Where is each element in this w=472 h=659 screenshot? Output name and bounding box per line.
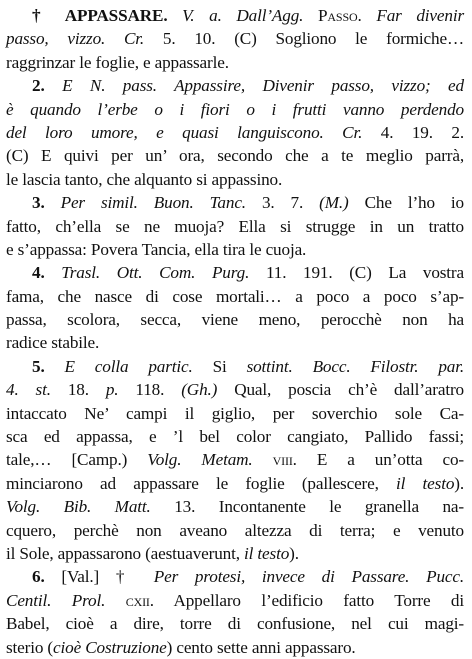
text-run: 3. 7. <box>245 193 320 213</box>
text-run: fatto, ch’ella se ne muoja? Ella si strugge in un tratto <box>6 216 464 236</box>
text-line <box>6 425 464 448</box>
text-run: Per simil. Buon. Tanc. <box>60 193 246 213</box>
text-run: sca ed appassa, e ’l bel color cangiato, Pallido fassi; <box>6 427 464 447</box>
text-line <box>6 355 464 378</box>
text-run: 5. 10. (C) Sogliono le formiche… <box>144 29 464 49</box>
text-line <box>6 285 464 308</box>
text-run: Per protesi, invece di Passare. Pucc. <box>153 567 465 587</box>
text-run: [Val.] † <box>61 567 154 587</box>
text-line <box>6 98 464 121</box>
text-line <box>6 51 464 74</box>
text-line <box>6 121 464 144</box>
text-run: passa, scolora, secca, viene meno, perocchè non ha <box>6 310 464 330</box>
text-line <box>6 4 464 27</box>
text-run: p. <box>105 380 119 400</box>
text-run: . Appellaro l’edificio fatto Torre di <box>149 590 464 610</box>
text-run: Far divenir <box>376 6 464 25</box>
text-line <box>6 472 464 495</box>
text-run: 4. <box>32 263 62 283</box>
text-run: e s’appassa: Povera Tancia, ella tira le cuoja. <box>6 239 307 259</box>
text-line <box>6 378 464 401</box>
text-run: † APPASSARE. <box>32 6 168 25</box>
text-run: Si <box>192 356 247 376</box>
text-run: (M.) <box>319 193 349 213</box>
text-run: Trasl. Ott. Com. Purg. <box>61 263 250 283</box>
text-line <box>6 331 464 354</box>
text-run: 18. <box>50 380 106 400</box>
text-run: V. a. Dall’Agg. <box>182 6 304 25</box>
text-line <box>6 168 464 191</box>
text-run: passo, vizzo. Cr. <box>6 29 145 49</box>
text-run: sottint. Bocc. Filostr. par. <box>246 356 464 376</box>
text-run: . E a un’otta co- <box>292 450 464 470</box>
text-line <box>6 402 464 425</box>
text-line <box>6 215 464 238</box>
text-line <box>6 74 464 97</box>
text-line <box>6 519 464 542</box>
text-run: Qual, poscia ch’è dall’aratro <box>217 380 464 400</box>
text-run: 2. <box>32 76 63 96</box>
text-line <box>6 612 464 635</box>
text-run <box>303 6 318 25</box>
text-run: (Gh.) <box>181 380 218 400</box>
text-run: ). <box>454 473 465 493</box>
text-run: . <box>357 6 377 25</box>
text-line <box>6 238 464 261</box>
text-run: Centil. Prol. <box>6 590 106 610</box>
dictionary-entry <box>6 4 464 659</box>
text-run: intaccato Ne’ campi il giglio, per soverchio sole Ca- <box>6 403 464 423</box>
text-run: ). <box>289 543 299 563</box>
text-run: Volg. Metam. <box>147 450 253 470</box>
text-run: viii <box>272 450 293 470</box>
text-run: del loro umore, e quasi languiscono. Cr. <box>6 122 363 142</box>
text-run: raggrinzar le foglie, e appassarle. <box>6 52 229 72</box>
text-run: il Sole, appassarono (aestuaverunt, <box>6 543 245 563</box>
text-line <box>6 565 464 588</box>
text-run: E N. pass. Appassire, Divenir passo, vizzo; ed <box>62 76 464 96</box>
text-run: cquero, perchè non aveano altezza di terra; e venuto <box>6 520 464 540</box>
text-run: E colla partic. <box>64 356 193 376</box>
text-run <box>167 6 182 25</box>
text-run: 118. <box>118 380 182 400</box>
text-line <box>6 448 464 471</box>
text-run: (C) E quivi per un’ ora, secondo che a te meglio parrà, <box>6 146 464 166</box>
text-run: 4. 19. 2. <box>362 122 464 142</box>
text-line <box>6 191 464 214</box>
text-run: è quando l’erbe o i fiori o i frutti vanno perdendo <box>6 99 464 119</box>
text-run <box>253 450 273 469</box>
text-run: 6. <box>32 567 62 587</box>
text-line <box>6 261 464 284</box>
text-line <box>6 144 464 167</box>
text-run: cioè Costruzione <box>53 637 167 657</box>
text-run: il testo <box>244 543 290 563</box>
text-run: Babel, cioè a dire, torre di confusione, nel cui magi- <box>6 614 464 634</box>
text-run: radice stabile. <box>6 333 100 353</box>
text-line <box>6 495 464 518</box>
text-run: il testo <box>396 473 455 493</box>
text-run: sterio ( <box>6 637 54 657</box>
text-run: tale,… [Camp.) <box>6 450 148 470</box>
text-run <box>105 591 126 610</box>
text-run: 4. st. <box>6 380 51 400</box>
text-line <box>6 308 464 331</box>
text-line <box>6 589 464 612</box>
text-line <box>6 27 464 50</box>
text-run: 13. Incontanente le granella na- <box>150 497 464 517</box>
text-run: fama, che nasce di cose mortali… a poco a poco s’ap- <box>6 286 464 306</box>
text-run: minciarono ad appassare le foglie (pallescere, <box>6 473 397 493</box>
text-line <box>6 636 464 659</box>
text-run: 5. <box>32 356 65 376</box>
text-run: ) cento sette anni appassaro. <box>166 637 356 657</box>
text-run: 11. 191. (C) La vostra <box>249 263 464 283</box>
text-run: Volg. Bib. Matt. <box>6 497 151 517</box>
text-run: 3. <box>32 193 61 213</box>
text-run: Che l’ho io <box>348 193 464 213</box>
text-run: le lascia tanto, che alquanto si appassino. <box>6 169 283 189</box>
text-line <box>6 542 464 565</box>
text-run: Passo <box>318 6 358 25</box>
text-run: cxii <box>125 590 150 610</box>
